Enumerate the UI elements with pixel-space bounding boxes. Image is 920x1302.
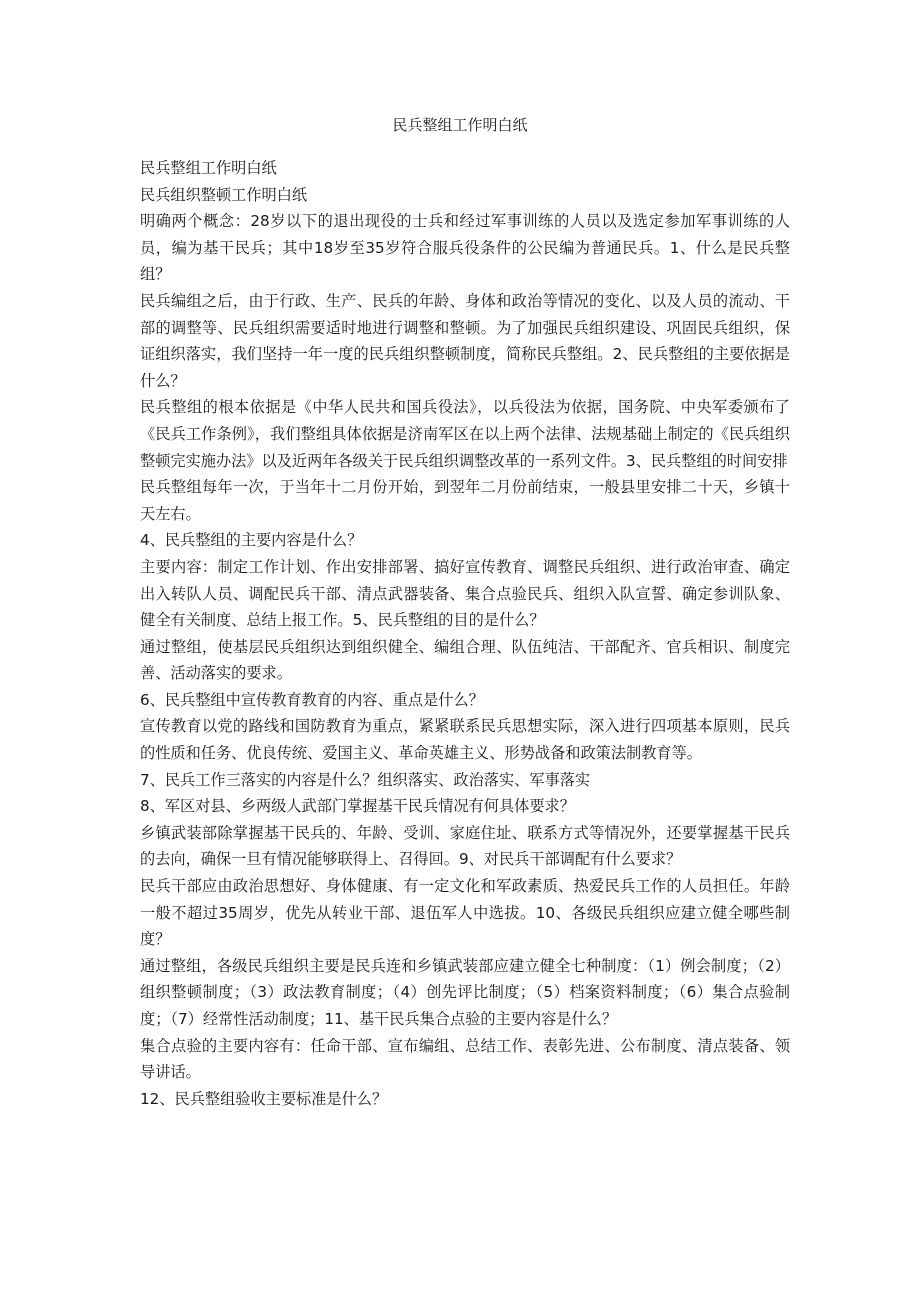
paragraph: 民兵干部应由政治思想好、身体健康、有一定文化和军政素质、热爱民兵工作的人员担任。年龄一般不超过35周岁，优先从转业干部、退伍军人中选拔。10、各级民兵组织应建立健全哪些制度？ — [140, 877, 790, 949]
paragraph: 主要内容：制定工作计划、作出安排部署、搞好宣传教育、调整民兵组织、进行政治审查、确定出入转队人员、调配民兵干部、清点武器装备、集合点验民兵、组织入队宣誓、确定参训队象、健全有关制度、总结上报工作。5、民兵整组的目的是什么？ — [140, 557, 790, 630]
document-body — [140, 155, 790, 1112]
paragraph: 民兵组织整顿工作明白纸 — [140, 185, 308, 204]
paragraph: 宣传教育以党的路线和国防教育为重点，紧紧联系民兵思想实际，深入进行四项基本原则，民兵的性质和任务、优良传统、爱国主义、革命英雄主义、形势战备和政策法制教育等。 — [140, 717, 790, 763]
paragraph: 4、民兵整组的主要内容是什么？ — [140, 531, 363, 550]
paragraph: 明确两个概念：28岁以下的退出现役的士兵和经过军事训练的人员以及选定参加军事训练的人员，编为基干民兵；其中18岁至35岁符合服兵役条件的公民编为普通民兵。1、什么是民兵整组？ — [140, 212, 790, 284]
paragraph: 6、民兵整组中宣传教育教育的内容、重点是什么？ — [140, 690, 484, 709]
paragraph: 集合点验的主要内容有：任命干部、宣布编组、总结工作、表彰先进、公布制度、清点装备、领导讲话。 — [140, 1036, 790, 1082]
paragraph: 民兵编组之后，由于行政、生产、民兵的年龄、身体和政治等情况的变化、以及人员的流动、干部的调整等、民兵组织需要适时地进行调整和整顿。为了加强民兵组织建设、巩固民兵组织，保证组织落实，我们坚持一年一度的民兵组织整顿制度，简称民兵整组。2、民兵整组的主要依据是什么？ — [140, 291, 790, 390]
paragraph: 通过整组，使基层民兵组织达到组织健全、编组合理、队伍纯洁、干部配齐、官兵相识、制度完善、活动落实的要求。 — [140, 637, 790, 683]
paragraph: 民兵整组每年一次，于当年十二月份开始，到翌年二月份前结束，一般县里安排二十天，乡镇十天左右。 — [140, 478, 790, 523]
document-title: 民兵整组工作明白纸 — [392, 116, 528, 134]
paragraph: 12、民兵整组验收主要标准是什么？ — [140, 1089, 388, 1108]
paragraph: 民兵整组的根本依据是《中华人民共和国兵役法》，以兵役法为依据，国务院、中央军委颁布了《民兵工作条例》，我们整组具体依据是济南军区在以上两个法律、法规基础上制定的《民兵组织整顿完实施办法》以及近两年各级关于民兵组织调整改革的一系列文件。3、民兵整组的时间安排 — [140, 398, 790, 470]
paragraph: 8、军区对县、乡两级人武部门掌握基干民兵情况有何具体要求？ — [140, 797, 575, 816]
paragraph: 7、民兵工作三落实的内容是什么？组织落实、政治落实、军事落实 — [140, 770, 591, 789]
paragraph: 民兵整组工作明白纸 — [140, 159, 277, 177]
paragraph: 通过整组，各级民兵组织主要是民兵连和乡镇武装部应建立健全七种制度：（1）例会制度；（2）组织整顿制度；（3）政法教育制度；（4）创先评比制度；（5）档案资料制度；（6）集合点验制度；（7）经常性活动制度；11、基干民兵集合点验的主要内容是什么？ — [140, 956, 790, 1028]
paragraph: 乡镇武装部除掌握基干民兵的、年龄、受训、家庭住址、联系方式等情况外，还要掌握基干民兵的去向，确保一旦有情况能够联得上、召得回。9、对民兵干部调配有什么要求？ — [140, 823, 790, 869]
